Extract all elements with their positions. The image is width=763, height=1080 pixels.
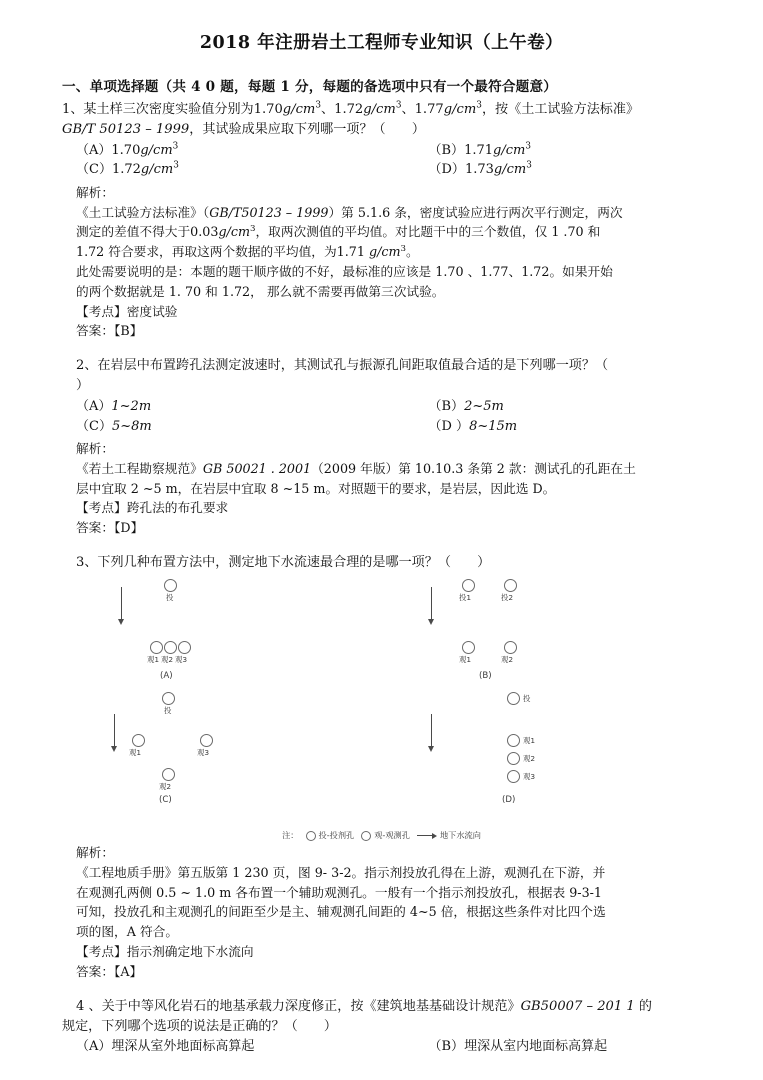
- injection-hole: [504, 579, 517, 592]
- injection-hole: [162, 692, 175, 705]
- option-a-key: （A）: [76, 399, 112, 415]
- option-d-key: （D ）: [428, 418, 470, 434]
- question-1-analysis-line-3: 1.72 符合要求，再取这两个数据的平均值，为1.71 $g/cm^3$。: [76, 243, 419, 260]
- question-3: [62, 553, 701, 982]
- observation-hole-label: 观1: [147, 655, 160, 664]
- question-4-stem-line-1: 4 、关于中等风化岩石的地基承载力深度修正，按《建筑地基基础设计规范》GB50007 – 201 1 的: [76, 998, 652, 1014]
- question-3-analysis-line-1: 《工程地质手册》第五版第 1 230 页，图 9- 3-2。指示剂投放孔得在上游，观测孔在下游，并: [76, 864, 606, 880]
- observation-hole-label: 观2: [523, 754, 536, 763]
- question-3-keypoint: [62, 942, 701, 962]
- observation-hole: [150, 641, 163, 654]
- option-a-text: 埋深从室外地面标高算起: [111, 1039, 255, 1055]
- question-1-keypoint: [62, 302, 701, 322]
- question-2-answer-prefix: 答案：: [76, 520, 115, 536]
- question-1-analysis-label: 解析：: [76, 184, 115, 200]
- option-b-text: 埋深从室内地面标高算起: [464, 1039, 608, 1055]
- figure-panel-a: [62, 579, 382, 684]
- option-b[interactable]: [389, 397, 702, 417]
- question-1-analysis-line-1: 《土工试验方法标准》（GB/T50123 – 1999）第 5.1.6 条，密度试验应进行两次平行测定，两次: [76, 204, 623, 220]
- option-a-text: 1~2m: [111, 399, 152, 415]
- legend-item-observation: [361, 830, 410, 841]
- question-2-analysis-line-2: 层中宜取 2 ~5 m，在岩层中宜取 8 ~15 m。对照题干的要求，是岩层，因此选 D。: [76, 480, 556, 496]
- question-4-stem-line-2: 规定，下列哪个选项的说法是正确的？（ ）: [62, 1018, 337, 1034]
- observation-hole: [462, 641, 475, 654]
- flow-arrow-icon: [114, 714, 115, 746]
- observation-hole: [200, 734, 213, 747]
- option-d-text: 8~15m: [469, 418, 518, 434]
- injection-hole-label: 投: [523, 694, 531, 703]
- question-3-keypoint-text: 指示剂确定地下水流向: [126, 944, 254, 960]
- question-1-stem-text-2: GB/T 50123 – 1999，其试验成果应取下列哪一项？（ ）: [62, 121, 425, 137]
- option-c-key: （C）: [76, 418, 112, 434]
- question-2-analysis-label: 解析：: [76, 441, 115, 457]
- observation-hole-label: 观1: [129, 748, 142, 757]
- injection-hole: [462, 579, 475, 592]
- question-1-keypoint-text: 密度试验: [126, 303, 178, 319]
- figure-panel-b: [382, 579, 701, 684]
- observation-hole-label: 观2: [161, 655, 174, 664]
- section-heading: 一、单项选择题（共 4 0 题，每题 1 分，每题的备选项中只有一个最符合题意）: [62, 79, 558, 95]
- option-a[interactable]: [76, 397, 389, 417]
- page-title: 2018 年注册岩土工程师专业知识（上午卷）: [199, 33, 564, 53]
- question-2: [62, 356, 701, 538]
- question-2-keypoint: [62, 498, 701, 518]
- option-c-key: （C）: [76, 162, 112, 178]
- option-c-text: $1.72g/cm^3$: [111, 160, 179, 178]
- option-a[interactable]: [76, 141, 389, 161]
- question-3-analysis-line-4: 项的图，A 符合。: [76, 924, 179, 940]
- option-b-key: （B）: [428, 142, 465, 158]
- option-b-text: 2~5m: [464, 399, 504, 415]
- option-b-key: （B）: [428, 399, 465, 415]
- question-3-answer: [62, 962, 701, 982]
- figure-panel-d-tag: (D): [502, 795, 516, 805]
- figure-panel-c: [62, 692, 382, 805]
- observation-hole: [507, 752, 520, 765]
- question-4: [62, 997, 701, 1057]
- injection-hole-label: 投1: [459, 593, 472, 602]
- observation-hole-label: 观3: [197, 748, 210, 757]
- question-3-analysis-line-3: 可知，投放孔和主观测孔的间距至少是主、辅观测孔间距的 4~5 倍，根据这些条件对比四个选: [76, 904, 606, 920]
- option-b-text: $1.71g/cm^3$: [464, 141, 531, 158]
- observation-hole-label: 观1: [523, 736, 536, 745]
- circle-icon: [361, 831, 371, 841]
- question-1-answer-value: 【B】: [114, 323, 143, 339]
- injection-hole-label: 投: [164, 706, 172, 715]
- option-a-key: （A）: [76, 142, 112, 158]
- injection-hole-label: 投: [166, 593, 174, 602]
- option-a[interactable]: [76, 1037, 389, 1057]
- question-3-stem: 3、下列几种布置方法中，测定地下水流速最合理的是哪一项？（ ）: [76, 555, 491, 571]
- question-3-answer-prefix: 答案：: [76, 963, 115, 979]
- circle-icon: [306, 831, 316, 841]
- groundwater-layout-figure: [62, 579, 701, 841]
- question-2-stem-line-2: ）: [76, 378, 90, 394]
- observation-hole: [132, 734, 145, 747]
- question-4-options: [62, 1037, 701, 1057]
- arrow-right-icon: [417, 833, 437, 839]
- legend-prefix: 注：: [282, 830, 299, 840]
- observation-hole-label: 观2: [501, 655, 514, 664]
- observation-hole-label: 观3: [523, 772, 536, 781]
- question-2-keypoint-text: 跨孔法的布孔要求: [126, 500, 229, 516]
- observation-hole: [507, 770, 520, 783]
- option-d-text: $1.73g/cm^3$: [464, 160, 532, 178]
- question-2-answer: [62, 518, 701, 538]
- question-1-analysis-line-4: 此处需要说明的是：本题的题干顺序做的不好，最标准的应该是 1.70 、1.77、1.72。如果开始: [76, 264, 613, 280]
- option-d-key: （D）: [428, 162, 465, 178]
- question-2-options: [62, 397, 701, 436]
- option-a-key: （A）: [76, 1039, 112, 1055]
- legend-item-injection: [306, 830, 355, 841]
- option-c[interactable]: [76, 160, 389, 180]
- injection-hole-label: 投2: [501, 593, 514, 602]
- question-1-answer-prefix: 答案：: [76, 323, 115, 339]
- question-2-answer-value: 【D】: [114, 520, 144, 536]
- option-d[interactable]: [389, 160, 702, 180]
- legend-item-injection-label: 投-投剂孔: [318, 830, 355, 840]
- question-3-keypoint-prefix: 【考点】: [76, 944, 127, 960]
- observation-hole: [504, 641, 517, 654]
- figure-legend: [62, 830, 701, 841]
- option-a-text: $1.70g/cm^3$: [111, 141, 179, 158]
- question-1-stem-line-2: [62, 120, 701, 140]
- question-2-keypoint-prefix: 【考点】: [76, 500, 127, 516]
- question-1: [62, 100, 701, 341]
- figure-panel-c-tag: (C): [159, 795, 172, 805]
- question-1-keypoint-prefix: 【考点】: [76, 303, 127, 319]
- observation-hole: [507, 734, 520, 747]
- question-1-analysis-line-5: 的两个数据就是 1. 70 和 1.72， 那么就不需要再做第三次试验。: [76, 283, 445, 299]
- option-b[interactable]: [389, 1037, 702, 1057]
- legend-item-flow: [417, 830, 481, 841]
- question-3-answer-value: 【A】: [114, 963, 143, 979]
- question-1-stem-line-1: [62, 100, 701, 120]
- figure-panel-b-tag: (B): [479, 671, 492, 681]
- question-1-answer: [62, 321, 701, 341]
- flow-arrow-icon: [431, 587, 432, 619]
- observation-hole: [164, 641, 177, 654]
- question-2-analysis-line-1: 《若土工程勘察规范》GB 50021 . 2001（2009 年版）第 10.10.3 条第 2 款：测试孔的孔距在土: [76, 460, 636, 476]
- flow-arrow-icon: [431, 714, 432, 746]
- flow-arrow-icon: [121, 587, 122, 619]
- option-c-text: 5~8m: [111, 418, 152, 434]
- question-1-stem-text-1: 1、某土样三次密度实验值分别为$1.70g/cm^3$、$1.72g/cm^3$、$1.77g/cm^3$，按《土工试验方法标准》: [62, 100, 640, 117]
- option-d[interactable]: [389, 417, 702, 437]
- observation-hole-label: 观2: [159, 782, 172, 791]
- observation-hole-label: 观1: [459, 655, 472, 664]
- figure-panel-a-tag: (A): [160, 671, 173, 681]
- option-b[interactable]: [389, 141, 702, 161]
- option-c[interactable]: [76, 417, 389, 437]
- question-2-stem-line-1: 2、在岩层中布置跨孔法测定波速时，其测试孔与振源孔间距取值最合适的是下列哪一项？（: [76, 358, 609, 374]
- option-b-key: （B）: [428, 1039, 465, 1055]
- question-3-analysis-line-2: 在观测孔两侧 0.5 ~ 1.0 m 各布置一个辅助观测孔。一般有一个指示剂投放孔，根据表 9-3-1: [76, 884, 603, 900]
- legend-item-flow-label: 地下水流向: [439, 830, 481, 840]
- question-3-analysis-label: 解析：: [76, 845, 115, 860]
- question-1-analysis-line-2: 测定的差值不得大于$0.03g/cm^3$，取两次测值的平均值。对比题干中的三个数值，仅 1 .70 和: [76, 224, 601, 240]
- figure-panel-d: [382, 692, 701, 805]
- legend-item-observation-label: 观-观测孔: [374, 830, 410, 840]
- injection-hole: [507, 692, 520, 705]
- injection-hole: [164, 579, 177, 592]
- question-1-options: [62, 141, 701, 180]
- observation-hole-label: 观3: [175, 655, 188, 664]
- observation-hole: [162, 768, 175, 781]
- observation-hole: [178, 641, 191, 654]
